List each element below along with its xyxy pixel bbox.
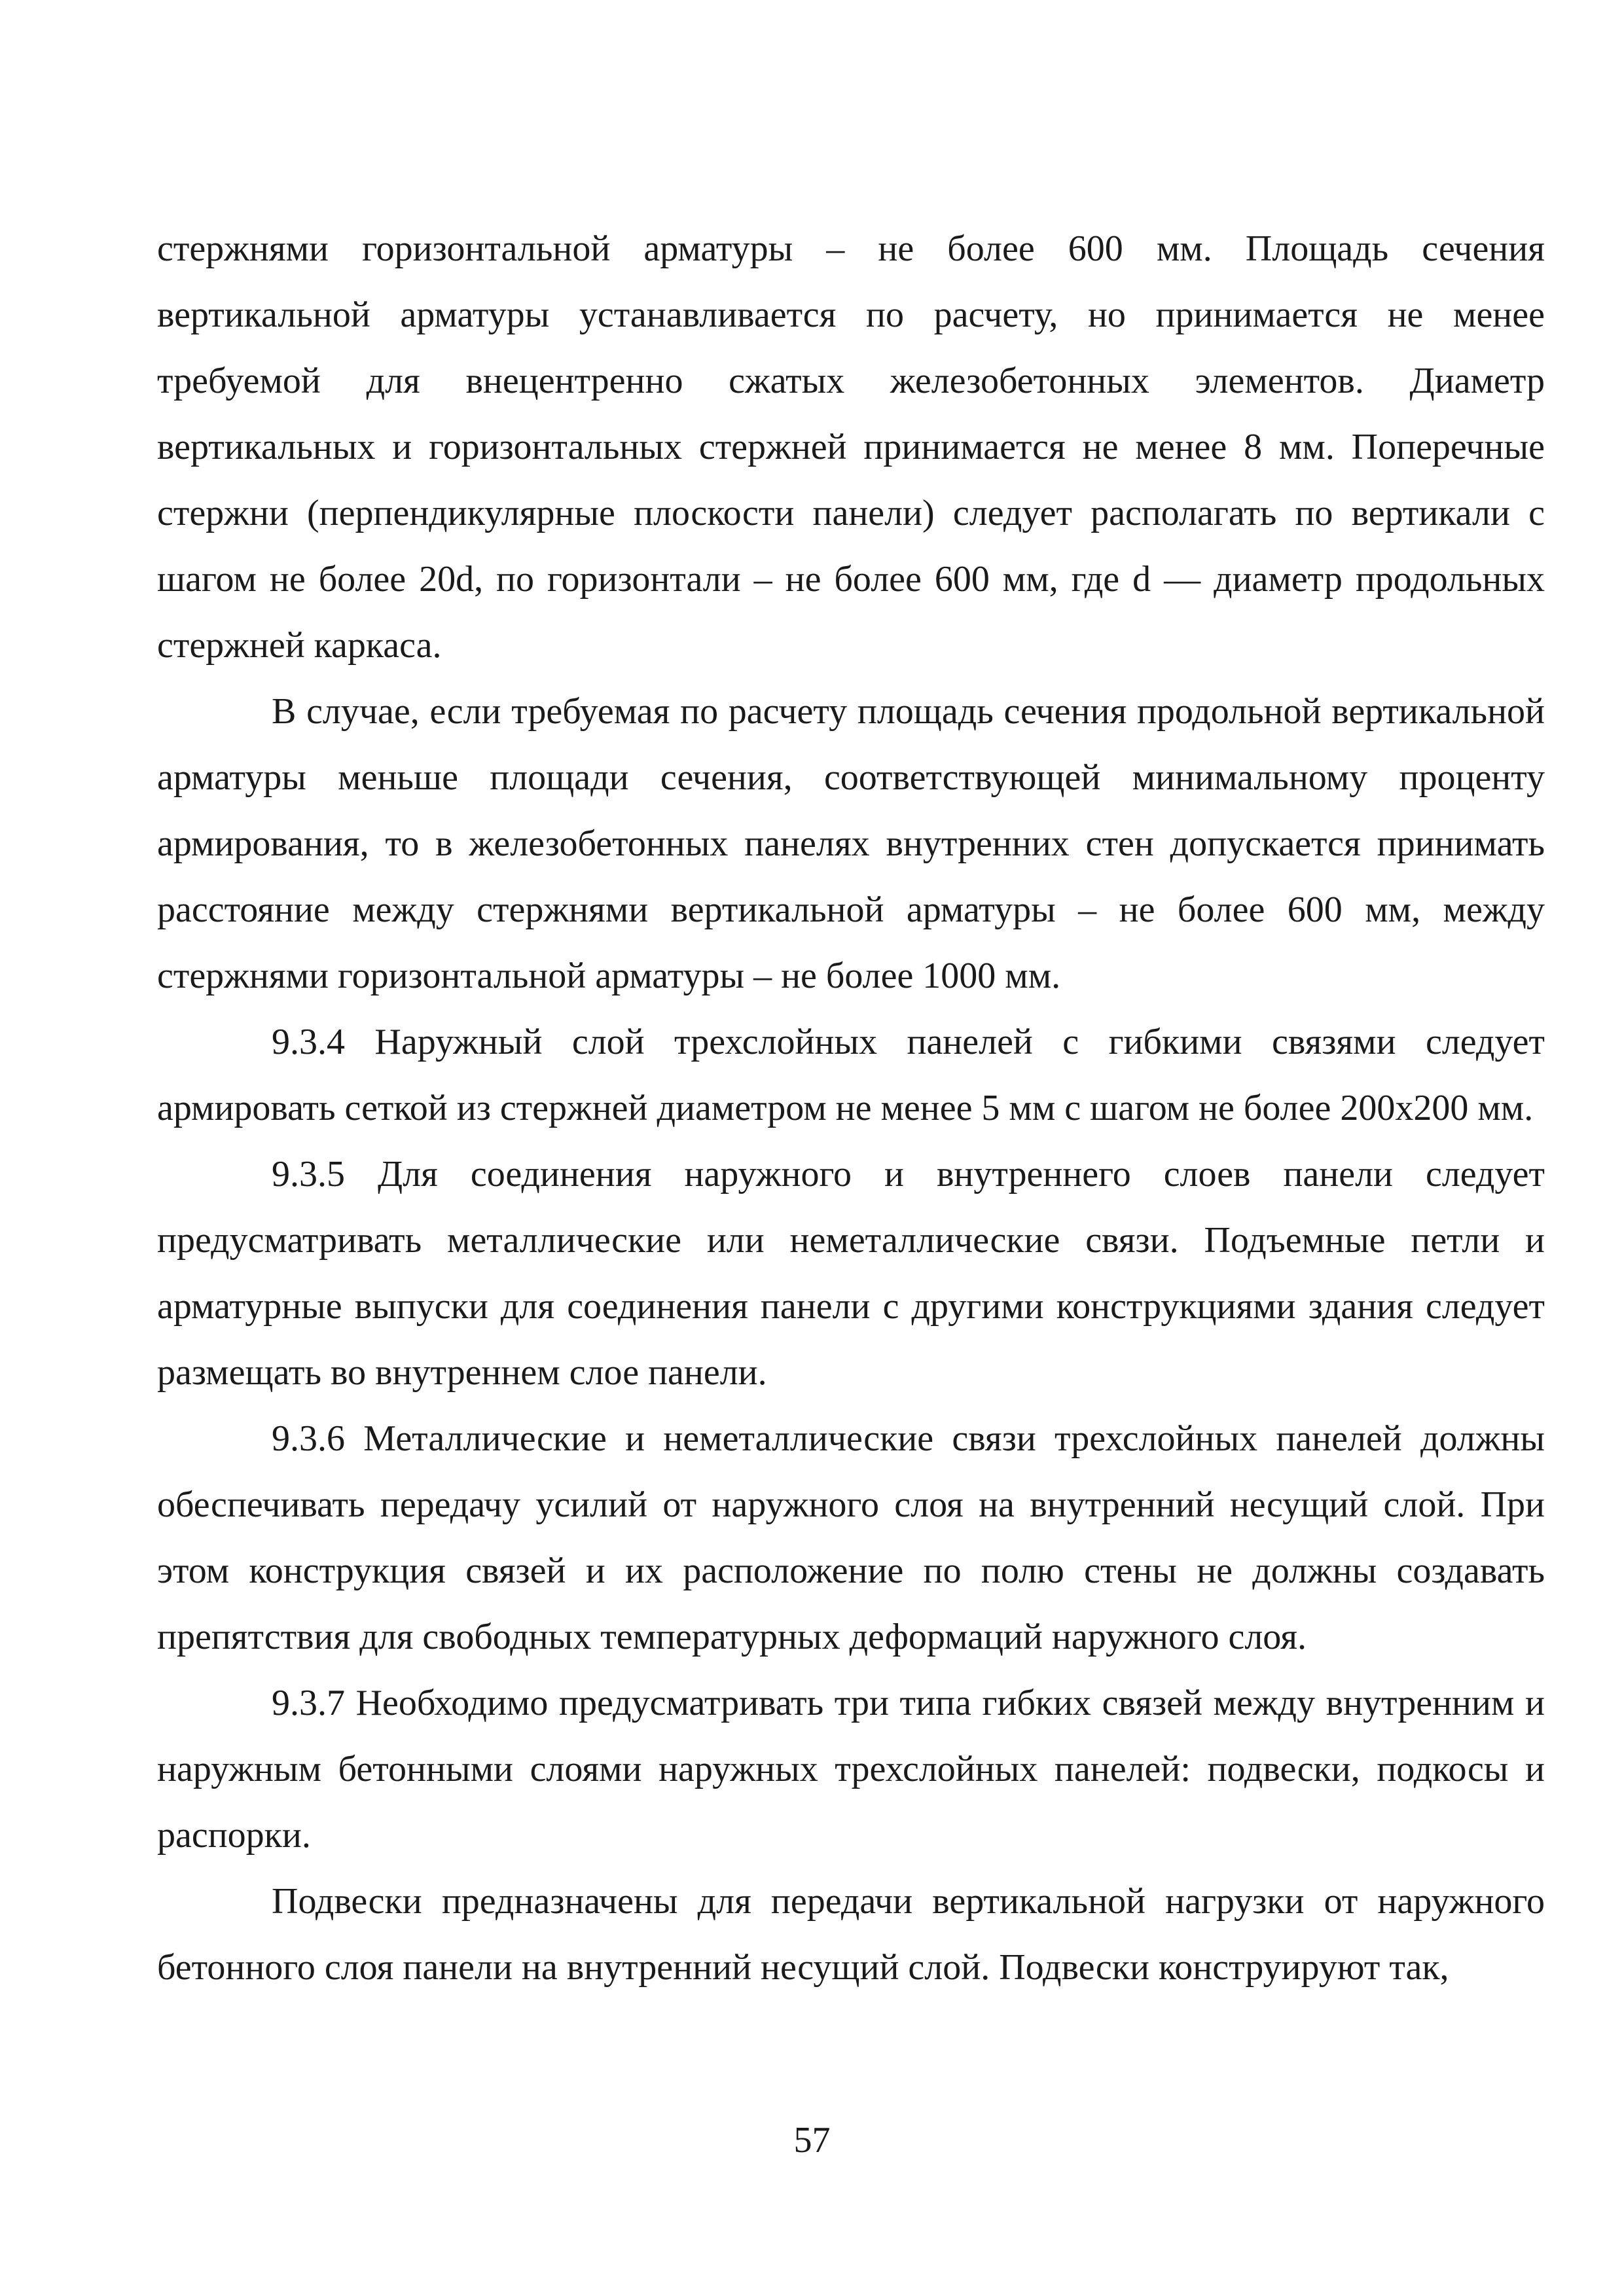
paragraph-hangers: Подвески предназначены для передачи вертикальной нагрузки от наружного бетонного слоя панели на внутренний несущий слой. Подвески конструируют так,	[157, 1881, 1545, 1988]
paragraph-9-3-4: 9.3.4 Наружный слой трехслойных панелей с гибкими связями следует армировать сеткой из стержней диаметром не менее 5 мм с шагом не более 200х200 мм.	[157, 1022, 1545, 1128]
document-body	[157, 216, 1545, 2001]
page-number: 57	[793, 2120, 831, 2161]
paragraph-continuation: стержнями горизонтальной арматуры – не более 600 мм. Площадь сечения вертикальной арматуры устанавливается по расчету, но принимается не менее требуемой для внецентренно сжатых железобетонных элементов. Диаметр вертикальных и горизонтальных стержней принимается не менее 8 мм. Поперечные стержни (перпендикулярные плоскости панели) следует располагать по вертикали с шагом не более 20d, по горизонтали – не более 600 мм, где d — диаметр продольных стержней каркаса.	[157, 228, 1545, 666]
paragraph-9-3-5: 9.3.5 Для соединения наружного и внутреннего слоев панели следует предусматривать металлические или неметаллические связи. Подъемные петли и арматурные выпуски для соединения панели с другими конструкциями здания следует размещать во внутреннем слое панели.	[157, 1154, 1545, 1393]
paragraph-reinforcement-spacing: В случае, если требуемая по расчету площадь сечения продольной вертикальной арматуры меньше площади сечения, соответствующей минимальному проценту армирования, то в железобетонных панелях внутренних стен допускается принимать расстояние между стержнями вертикальной арматуры – не более 600 мм, между стержнями горизонтальной арматуры – не более 1000 мм.	[157, 691, 1545, 996]
paragraph-9-3-6: 9.3.6 Металлические и неметаллические связи трехслойных панелей должны обеспечивать передачу усилий от наружного слоя на внутренний несущий слой. При этом конструкция связей и их расположение по полю стены не должны создавать препятствия для свободных температурных деформаций наружного слоя.	[157, 1418, 1545, 1657]
paragraph-9-3-7: 9.3.7 Необходимо предусматривать три типа гибких связей между внутренним и наружным бетонными слоями наружных трехслойных панелей: подвески, подкосы и распорки.	[157, 1683, 1545, 1856]
